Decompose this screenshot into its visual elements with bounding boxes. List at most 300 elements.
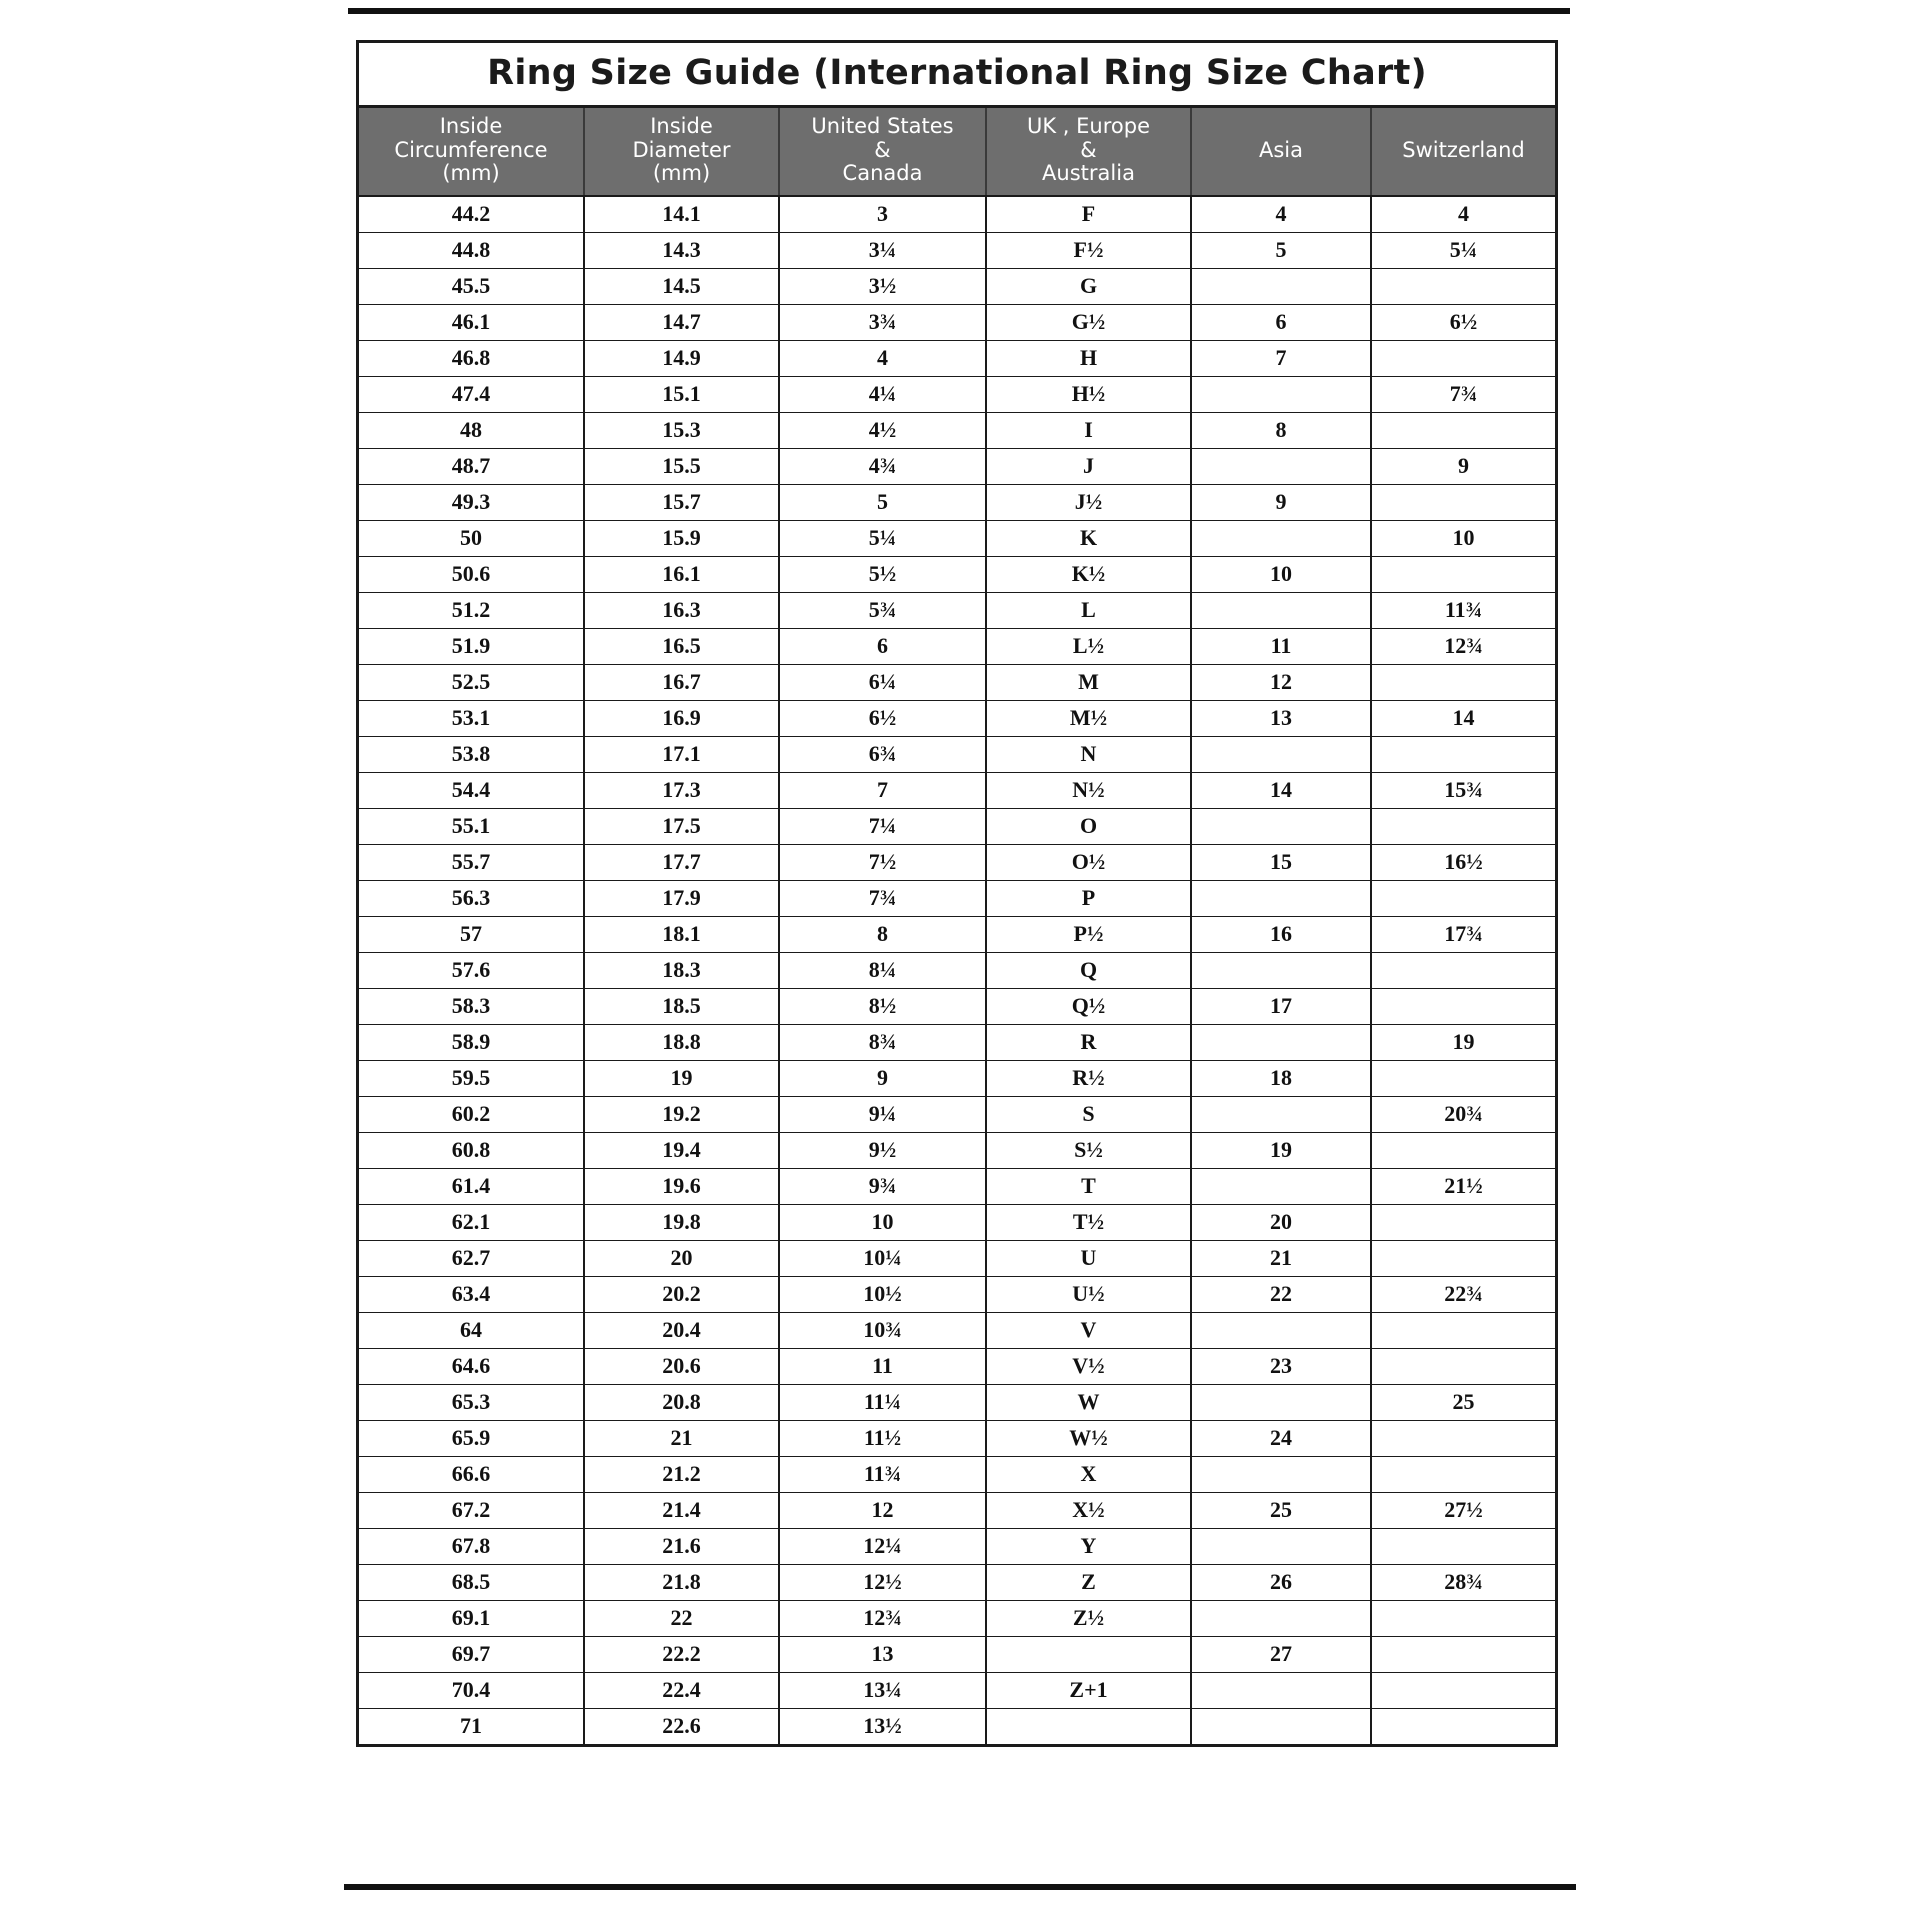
table-cell-2: 8¾ <box>779 1024 986 1060</box>
table-cell-0: 45.5 <box>359 268 584 304</box>
table-cell-5: 10 <box>1371 520 1555 556</box>
table-cell-1: 14.1 <box>584 196 779 233</box>
table-cell-2: 3 <box>779 196 986 233</box>
table-cell-3 <box>986 1636 1191 1672</box>
table-row <box>359 556 1555 592</box>
column-header-uk-europe-australia: UK , Europe & Australia <box>986 108 1191 196</box>
table-cell-1: 16.9 <box>584 700 779 736</box>
table-cell-0: 67.2 <box>359 1492 584 1528</box>
table-cell-0: 60.2 <box>359 1096 584 1132</box>
table-cell-4: 7 <box>1191 340 1371 376</box>
table-cell-2: 4¼ <box>779 376 986 412</box>
table-cell-0: 50 <box>359 520 584 556</box>
table-cell-2: 5 <box>779 484 986 520</box>
table-cell-3: V <box>986 1312 1191 1348</box>
table-cell-1: 17.5 <box>584 808 779 844</box>
table-cell-3: P½ <box>986 916 1191 952</box>
table-row <box>359 268 1555 304</box>
table-cell-2: 12¼ <box>779 1528 986 1564</box>
table-cell-4: 11 <box>1191 628 1371 664</box>
table-cell-0: 64 <box>359 1312 584 1348</box>
table-cell-4 <box>1191 1168 1371 1204</box>
table-cell-1: 16.7 <box>584 664 779 700</box>
table-cell-2: 10¼ <box>779 1240 986 1276</box>
table-cell-4 <box>1191 1708 1371 1744</box>
table-row <box>359 1240 1555 1276</box>
table-cell-5: 17¾ <box>1371 916 1555 952</box>
table-cell-2: 11½ <box>779 1420 986 1456</box>
table-cell-5 <box>1371 1060 1555 1096</box>
table-cell-0: 65.3 <box>359 1384 584 1420</box>
table-cell-4: 9 <box>1191 484 1371 520</box>
table-cell-3: J <box>986 448 1191 484</box>
table-row <box>359 412 1555 448</box>
table-row <box>359 1708 1555 1744</box>
table-row <box>359 1348 1555 1384</box>
table-cell-2: 3½ <box>779 268 986 304</box>
table-cell-3: M <box>986 664 1191 700</box>
table-cell-5: 22¾ <box>1371 1276 1555 1312</box>
table-cell-2: 5¼ <box>779 520 986 556</box>
table-cell-2: 7½ <box>779 844 986 880</box>
table-row <box>359 340 1555 376</box>
table-cell-3: T <box>986 1168 1191 1204</box>
ring-size-chart-sheet <box>356 40 1558 1747</box>
table-cell-4 <box>1191 1456 1371 1492</box>
table-cell-4 <box>1191 520 1371 556</box>
table-cell-0: 57 <box>359 916 584 952</box>
table-cell-1: 16.5 <box>584 628 779 664</box>
table-cell-4: 26 <box>1191 1564 1371 1600</box>
table-cell-2: 6¼ <box>779 664 986 700</box>
table-row <box>359 484 1555 520</box>
table-row <box>359 1060 1555 1096</box>
table-cell-1: 19.2 <box>584 1096 779 1132</box>
table-cell-0: 67.8 <box>359 1528 584 1564</box>
table-cell-4 <box>1191 880 1371 916</box>
table-row <box>359 988 1555 1024</box>
table-cell-2: 8¼ <box>779 952 986 988</box>
table-cell-0: 69.1 <box>359 1600 584 1636</box>
column-header-switzerland: Switzerland <box>1371 108 1555 196</box>
table-cell-3: X½ <box>986 1492 1191 1528</box>
table-row <box>359 1636 1555 1672</box>
table-cell-0: 51.9 <box>359 628 584 664</box>
table-cell-1: 22.6 <box>584 1708 779 1744</box>
table-cell-5: 4 <box>1371 196 1555 233</box>
table-body <box>359 196 1555 1744</box>
table-row <box>359 1456 1555 1492</box>
table-row <box>359 1276 1555 1312</box>
table-cell-0: 53.1 <box>359 700 584 736</box>
table-cell-4: 21 <box>1191 1240 1371 1276</box>
table-cell-1: 18.1 <box>584 916 779 952</box>
table-cell-5 <box>1371 664 1555 700</box>
table-cell-2: 4½ <box>779 412 986 448</box>
table-row <box>359 520 1555 556</box>
table-cell-1: 14.5 <box>584 268 779 304</box>
table-cell-2: 12¾ <box>779 1600 986 1636</box>
table-row <box>359 376 1555 412</box>
table-cell-0: 57.6 <box>359 952 584 988</box>
table-cell-1: 14.3 <box>584 232 779 268</box>
table-cell-0: 59.5 <box>359 1060 584 1096</box>
table-cell-1: 19.8 <box>584 1204 779 1240</box>
table-row <box>359 1528 1555 1564</box>
table-cell-1: 17.1 <box>584 736 779 772</box>
table-row <box>359 1096 1555 1132</box>
table-cell-1: 15.5 <box>584 448 779 484</box>
table-cell-4: 24 <box>1191 1420 1371 1456</box>
table-cell-0: 62.1 <box>359 1204 584 1240</box>
table-cell-2: 7 <box>779 772 986 808</box>
table-row <box>359 1024 1555 1060</box>
table-cell-4 <box>1191 1600 1371 1636</box>
table-cell-3: U <box>986 1240 1191 1276</box>
table-cell-3: H <box>986 340 1191 376</box>
table-cell-2: 4 <box>779 340 986 376</box>
table-cell-0: 46.1 <box>359 304 584 340</box>
table-cell-0: 44.2 <box>359 196 584 233</box>
table-cell-5: 25 <box>1371 1384 1555 1420</box>
table-cell-5: 5¼ <box>1371 232 1555 268</box>
table-cell-0: 46.8 <box>359 340 584 376</box>
table-cell-0: 56.3 <box>359 880 584 916</box>
table-cell-1: 20.8 <box>584 1384 779 1420</box>
table-cell-3: L <box>986 592 1191 628</box>
table-cell-4 <box>1191 1384 1371 1420</box>
table-cell-1: 14.9 <box>584 340 779 376</box>
table-cell-3: Z½ <box>986 1600 1191 1636</box>
table-cell-5 <box>1371 1636 1555 1672</box>
table-cell-5 <box>1371 952 1555 988</box>
table-cell-1: 18.3 <box>584 952 779 988</box>
table-row <box>359 1168 1555 1204</box>
table-cell-2: 9¾ <box>779 1168 986 1204</box>
table-cell-3: Q½ <box>986 988 1191 1024</box>
table-cell-5 <box>1371 1420 1555 1456</box>
table-cell-2: 5½ <box>779 556 986 592</box>
table-cell-1: 15.9 <box>584 520 779 556</box>
table-cell-0: 48 <box>359 412 584 448</box>
table-cell-1: 21.6 <box>584 1528 779 1564</box>
chart-title-bar <box>359 43 1555 108</box>
table-cell-3: V½ <box>986 1348 1191 1384</box>
table-cell-2: 13 <box>779 1636 986 1672</box>
table-cell-4: 13 <box>1191 700 1371 736</box>
table-cell-3: K <box>986 520 1191 556</box>
table-cell-0: 58.3 <box>359 988 584 1024</box>
table-cell-3: Z+1 <box>986 1672 1191 1708</box>
table-cell-4: 27 <box>1191 1636 1371 1672</box>
table-cell-2: 11 <box>779 1348 986 1384</box>
table-cell-4: 8 <box>1191 412 1371 448</box>
table-cell-5: 21½ <box>1371 1168 1555 1204</box>
table-cell-5 <box>1371 1528 1555 1564</box>
table-row <box>359 628 1555 664</box>
table-cell-3: I <box>986 412 1191 448</box>
table-cell-0: 71 <box>359 1708 584 1744</box>
table-cell-5: 15¾ <box>1371 772 1555 808</box>
table-cell-5 <box>1371 412 1555 448</box>
table-cell-5 <box>1371 1312 1555 1348</box>
table-cell-4: 16 <box>1191 916 1371 952</box>
table-cell-5 <box>1371 1240 1555 1276</box>
table-cell-5: 16½ <box>1371 844 1555 880</box>
table-cell-3: F <box>986 196 1191 233</box>
table-cell-2: 3¾ <box>779 304 986 340</box>
table-cell-5 <box>1371 1672 1555 1708</box>
page-title: Ring Size Guide (International Ring Size Chart) <box>487 53 1427 93</box>
table-cell-2: 8½ <box>779 988 986 1024</box>
table-row <box>359 664 1555 700</box>
table-cell-0: 58.9 <box>359 1024 584 1060</box>
table-cell-5 <box>1371 1132 1555 1168</box>
table-cell-1: 21.2 <box>584 1456 779 1492</box>
table-cell-1: 19.4 <box>584 1132 779 1168</box>
table-cell-3: X <box>986 1456 1191 1492</box>
table-cell-5 <box>1371 556 1555 592</box>
table-cell-1: 17.7 <box>584 844 779 880</box>
table-cell-1: 17.3 <box>584 772 779 808</box>
table-header <box>359 108 1555 196</box>
table-cell-4 <box>1191 808 1371 844</box>
table-cell-5 <box>1371 736 1555 772</box>
table-cell-0: 44.8 <box>359 232 584 268</box>
table-cell-3: R <box>986 1024 1191 1060</box>
table-cell-5 <box>1371 880 1555 916</box>
table-cell-1: 16.1 <box>584 556 779 592</box>
table-cell-5 <box>1371 268 1555 304</box>
table-cell-1: 21 <box>584 1420 779 1456</box>
table-cell-4: 5 <box>1191 232 1371 268</box>
table-cell-2: 9½ <box>779 1132 986 1168</box>
table-cell-1: 16.3 <box>584 592 779 628</box>
table-cell-2: 10 <box>779 1204 986 1240</box>
table-cell-3: S <box>986 1096 1191 1132</box>
table-cell-5: 11¾ <box>1371 592 1555 628</box>
table-row <box>359 736 1555 772</box>
table-cell-1: 15.3 <box>584 412 779 448</box>
table-cell-0: 52.5 <box>359 664 584 700</box>
table-row <box>359 1564 1555 1600</box>
table-cell-2: 11¾ <box>779 1456 986 1492</box>
table-row <box>359 916 1555 952</box>
table-row <box>359 808 1555 844</box>
table-cell-4 <box>1191 1024 1371 1060</box>
table-cell-0: 55.1 <box>359 808 584 844</box>
table-cell-4: 22 <box>1191 1276 1371 1312</box>
table-cell-2: 5¾ <box>779 592 986 628</box>
table-cell-4: 19 <box>1191 1132 1371 1168</box>
column-header-inside-diameter: Inside Diameter (mm) <box>584 108 779 196</box>
table-cell-0: 65.9 <box>359 1420 584 1456</box>
table-row <box>359 592 1555 628</box>
table-cell-2: 7¼ <box>779 808 986 844</box>
table-cell-0: 53.8 <box>359 736 584 772</box>
table-cell-4: 6 <box>1191 304 1371 340</box>
table-cell-3: L½ <box>986 628 1191 664</box>
table-cell-4: 15 <box>1191 844 1371 880</box>
table-cell-2: 10¾ <box>779 1312 986 1348</box>
table-cell-0: 70.4 <box>359 1672 584 1708</box>
table-cell-5 <box>1371 1348 1555 1384</box>
table-cell-0: 63.4 <box>359 1276 584 1312</box>
table-cell-5 <box>1371 1600 1555 1636</box>
table-cell-0: 64.6 <box>359 1348 584 1384</box>
table-cell-0: 54.4 <box>359 772 584 808</box>
table-cell-4: 18 <box>1191 1060 1371 1096</box>
table-row <box>359 232 1555 268</box>
table-cell-5 <box>1371 808 1555 844</box>
table-cell-0: 60.8 <box>359 1132 584 1168</box>
table-cell-3: Z <box>986 1564 1191 1600</box>
column-header-asia: Asia <box>1191 108 1371 196</box>
table-cell-3: N½ <box>986 772 1191 808</box>
table-row <box>359 1312 1555 1348</box>
table-cell-5: 14 <box>1371 700 1555 736</box>
ring-size-table <box>359 108 1555 1744</box>
table-cell-4: 17 <box>1191 988 1371 1024</box>
table-cell-4: 4 <box>1191 196 1371 233</box>
table-cell-3: G½ <box>986 304 1191 340</box>
table-cell-0: 51.2 <box>359 592 584 628</box>
table-cell-3: M½ <box>986 700 1191 736</box>
table-cell-2: 7¾ <box>779 880 986 916</box>
table-cell-2: 3¼ <box>779 232 986 268</box>
table-cell-3: H½ <box>986 376 1191 412</box>
table-cell-2: 10½ <box>779 1276 986 1312</box>
table-row <box>359 1132 1555 1168</box>
table-cell-0: 68.5 <box>359 1564 584 1600</box>
table-cell-2: 12½ <box>779 1564 986 1600</box>
table-cell-3: F½ <box>986 232 1191 268</box>
table-cell-1: 20.2 <box>584 1276 779 1312</box>
table-cell-4 <box>1191 736 1371 772</box>
table-row <box>359 1492 1555 1528</box>
table-cell-2: 6½ <box>779 700 986 736</box>
table-row <box>359 304 1555 340</box>
table-cell-3: P <box>986 880 1191 916</box>
table-cell-3: S½ <box>986 1132 1191 1168</box>
table-cell-5 <box>1371 1708 1555 1744</box>
scan-border-bottom <box>344 1884 1576 1890</box>
table-cell-1: 21.4 <box>584 1492 779 1528</box>
table-cell-3: W½ <box>986 1420 1191 1456</box>
table-cell-5 <box>1371 988 1555 1024</box>
table-cell-3: T½ <box>986 1204 1191 1240</box>
table-cell-4: 10 <box>1191 556 1371 592</box>
table-row <box>359 1384 1555 1420</box>
table-cell-5: 6½ <box>1371 304 1555 340</box>
table-row <box>359 952 1555 988</box>
table-row <box>359 1600 1555 1636</box>
table-cell-5: 19 <box>1371 1024 1555 1060</box>
table-cell-5 <box>1371 1456 1555 1492</box>
table-cell-1: 18.8 <box>584 1024 779 1060</box>
table-cell-1: 22.2 <box>584 1636 779 1672</box>
table-cell-2: 6 <box>779 628 986 664</box>
table-cell-4 <box>1191 448 1371 484</box>
table-row <box>359 1672 1555 1708</box>
table-cell-2: 13½ <box>779 1708 986 1744</box>
table-cell-2: 11¼ <box>779 1384 986 1420</box>
table-cell-4: 14 <box>1191 772 1371 808</box>
table-cell-5 <box>1371 484 1555 520</box>
table-cell-4 <box>1191 592 1371 628</box>
table-cell-5: 7¾ <box>1371 376 1555 412</box>
table-cell-5: 28¾ <box>1371 1564 1555 1600</box>
table-cell-4 <box>1191 1528 1371 1564</box>
table-cell-4 <box>1191 952 1371 988</box>
table-row <box>359 1204 1555 1240</box>
table-cell-1: 20.4 <box>584 1312 779 1348</box>
table-cell-4 <box>1191 1672 1371 1708</box>
table-cell-1: 20 <box>584 1240 779 1276</box>
table-cell-4: 12 <box>1191 664 1371 700</box>
table-cell-3 <box>986 1708 1191 1744</box>
column-header-inside-circumference: Inside Circumference (mm) <box>359 108 584 196</box>
table-cell-1: 21.8 <box>584 1564 779 1600</box>
table-cell-4 <box>1191 1312 1371 1348</box>
table-cell-3: W <box>986 1384 1191 1420</box>
table-cell-0: 61.4 <box>359 1168 584 1204</box>
table-cell-0: 48.7 <box>359 448 584 484</box>
table-cell-1: 19 <box>584 1060 779 1096</box>
table-cell-0: 47.4 <box>359 376 584 412</box>
table-cell-2: 8 <box>779 916 986 952</box>
table-cell-2: 6¾ <box>779 736 986 772</box>
table-cell-1: 14.7 <box>584 304 779 340</box>
table-cell-0: 55.7 <box>359 844 584 880</box>
table-cell-0: 66.6 <box>359 1456 584 1492</box>
table-cell-3: O <box>986 808 1191 844</box>
table-cell-3: K½ <box>986 556 1191 592</box>
table-cell-3: Q <box>986 952 1191 988</box>
table-cell-1: 15.1 <box>584 376 779 412</box>
table-cell-0: 49.3 <box>359 484 584 520</box>
table-cell-1: 17.9 <box>584 880 779 916</box>
table-cell-3: J½ <box>986 484 1191 520</box>
table-cell-5: 9 <box>1371 448 1555 484</box>
header-row <box>359 108 1555 196</box>
table-cell-5 <box>1371 1204 1555 1240</box>
table-cell-3: N <box>986 736 1191 772</box>
table-cell-5: 27½ <box>1371 1492 1555 1528</box>
table-cell-5: 20¾ <box>1371 1096 1555 1132</box>
table-cell-5: 12¾ <box>1371 628 1555 664</box>
table-cell-3: R½ <box>986 1060 1191 1096</box>
table-cell-2: 9¼ <box>779 1096 986 1132</box>
table-cell-2: 9 <box>779 1060 986 1096</box>
table-cell-4: 23 <box>1191 1348 1371 1384</box>
table-row <box>359 844 1555 880</box>
table-row <box>359 196 1555 233</box>
table-cell-3: Y <box>986 1528 1191 1564</box>
table-row <box>359 880 1555 916</box>
table-cell-0: 69.7 <box>359 1636 584 1672</box>
table-cell-1: 22.4 <box>584 1672 779 1708</box>
table-cell-4 <box>1191 1096 1371 1132</box>
table-cell-1: 15.7 <box>584 484 779 520</box>
table-cell-2: 12 <box>779 1492 986 1528</box>
table-cell-3: U½ <box>986 1276 1191 1312</box>
table-cell-0: 62.7 <box>359 1240 584 1276</box>
table-cell-2: 4¾ <box>779 448 986 484</box>
column-header-us-canada: United States & Canada <box>779 108 986 196</box>
table-cell-2: 13¼ <box>779 1672 986 1708</box>
table-cell-3: G <box>986 268 1191 304</box>
